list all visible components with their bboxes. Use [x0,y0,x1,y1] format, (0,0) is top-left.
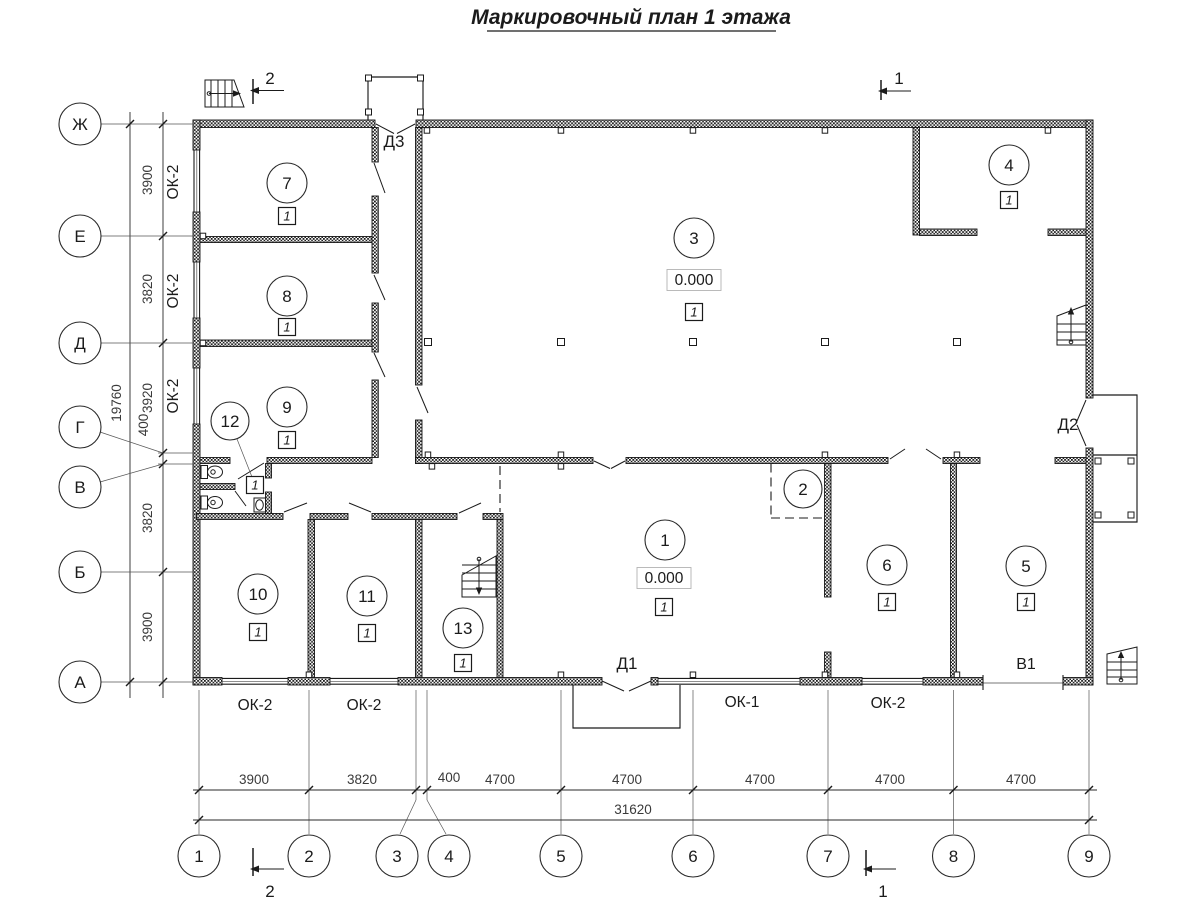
section-label: 1 [894,69,904,88]
vestibule-d3 [368,77,423,120]
room-number: 7 [282,174,292,193]
grid-row-label: Б [74,563,86,582]
window-label: ОК-2 [165,378,182,414]
room-class-marker: 1 [251,477,259,493]
door-label-d3: Д3 [383,132,405,151]
toilet-icon [201,466,223,479]
dashed-lines [500,464,825,519]
room-class-marker: 1 [459,655,467,671]
porch-d1 [573,685,680,728]
room-number: 8 [282,287,292,306]
grid-col-label: 7 [823,847,833,866]
dim-text: 400 [437,770,461,785]
element-labels [165,132,1078,714]
grid-row-label: Ж [72,115,88,134]
room-class-marker: 1 [283,319,291,335]
room-class-marker: 1 [690,304,698,320]
sink-icon [254,498,266,512]
dim-text: 3900 [140,611,155,643]
window-label: ОК-2 [165,164,182,200]
dim-text: 3900 [140,164,155,196]
section-label: 2 [265,69,275,88]
section-label: 1 [878,882,888,900]
room-number: 1 [660,531,670,550]
section-mark-1-top [878,69,911,100]
window-label: ОК-2 [165,273,182,309]
dim-text: 3820 [140,273,155,305]
dim-text: 4700 [744,772,776,787]
room-class-marker: 1 [1022,594,1030,610]
grid-row-label: А [74,673,86,692]
room-number: 10 [248,585,268,604]
column-markers [200,128,1050,678]
room-number: 11 [358,587,376,606]
gate-v1-opening [983,675,1063,690]
room-class-marker: 1 [283,432,291,448]
stairs-hall-right [1057,305,1086,345]
dim-total-text: 19760 [109,384,124,422]
dim-total-text: 31620 [614,802,652,817]
room-class-marker: 1 [883,594,891,610]
window-label: ОК-1 [724,694,760,711]
dim-text: 3920 [140,382,155,414]
grid-col-label: 6 [688,847,698,866]
room-class-marker: 1 [283,208,291,224]
stairs-room13 [462,556,496,597]
stairs-bottom-right [1107,647,1137,684]
grid-col-label: 1 [194,847,204,866]
grid-col-label: 4 [444,847,454,866]
window-label: ОК-2 [870,695,906,712]
elevation-label: 0.000 [674,272,714,289]
section-label: 2 [265,882,275,900]
bottom-dimensions [178,690,1110,877]
room-number: 3 [689,229,699,248]
room-number: 9 [282,398,292,417]
room-class-marker: 1 [254,624,262,640]
grid-col-label: 8 [948,847,959,866]
room-tags [211,145,1046,672]
dim-text: 4700 [611,772,643,787]
grid-row-label: Г [75,418,85,437]
dim-text: 3820 [346,772,378,787]
walls [193,120,1093,685]
drawing-title [471,6,791,31]
section-mark-2-top [250,69,284,104]
room-class-marker: 1 [1005,192,1013,208]
dim-text: 4700 [874,772,906,787]
toilet-icon [201,496,223,509]
grid-col-label: 2 [304,847,314,866]
elevation-label: 0.000 [644,570,684,587]
gate-label-v1: В1 [1016,656,1036,673]
section-mark-1-bottom [863,850,896,900]
dim-text: 400 [136,413,151,437]
dim-text: 3820 [140,502,155,534]
row-axis-bubbles [59,103,101,703]
dim-text: 4700 [484,772,516,787]
grid-col-label: 9 [1084,847,1094,866]
room-number: 2 [798,480,808,499]
page-title: Маркировочный план 1 этажа [471,6,791,29]
room-number: 4 [1004,156,1014,175]
room-number: 13 [453,619,473,638]
room-number: 6 [882,556,892,575]
stairs-top-left [205,80,244,107]
column-axis-bubbles [178,835,1110,877]
room-number: 12 [220,412,240,431]
room-class-marker: 1 [363,625,371,641]
grid-row-label: В [74,478,86,497]
grid-col-label: 5 [556,847,566,866]
room-number: 5 [1021,557,1031,576]
room-class-marker: 1 [660,599,668,615]
window-label: ОК-2 [237,697,273,714]
dim-text: 3900 [238,772,270,787]
window-label: ОК-2 [346,697,382,714]
section-mark-2-bottom [250,848,284,900]
grid-row-label: Е [74,227,86,246]
grid-col-label: 3 [392,847,402,866]
door-label-d2: Д2 [1057,415,1079,434]
grid-row-label: Д [74,334,86,353]
dim-text: 4700 [1005,772,1037,787]
door-label-d1: Д1 [616,654,638,673]
